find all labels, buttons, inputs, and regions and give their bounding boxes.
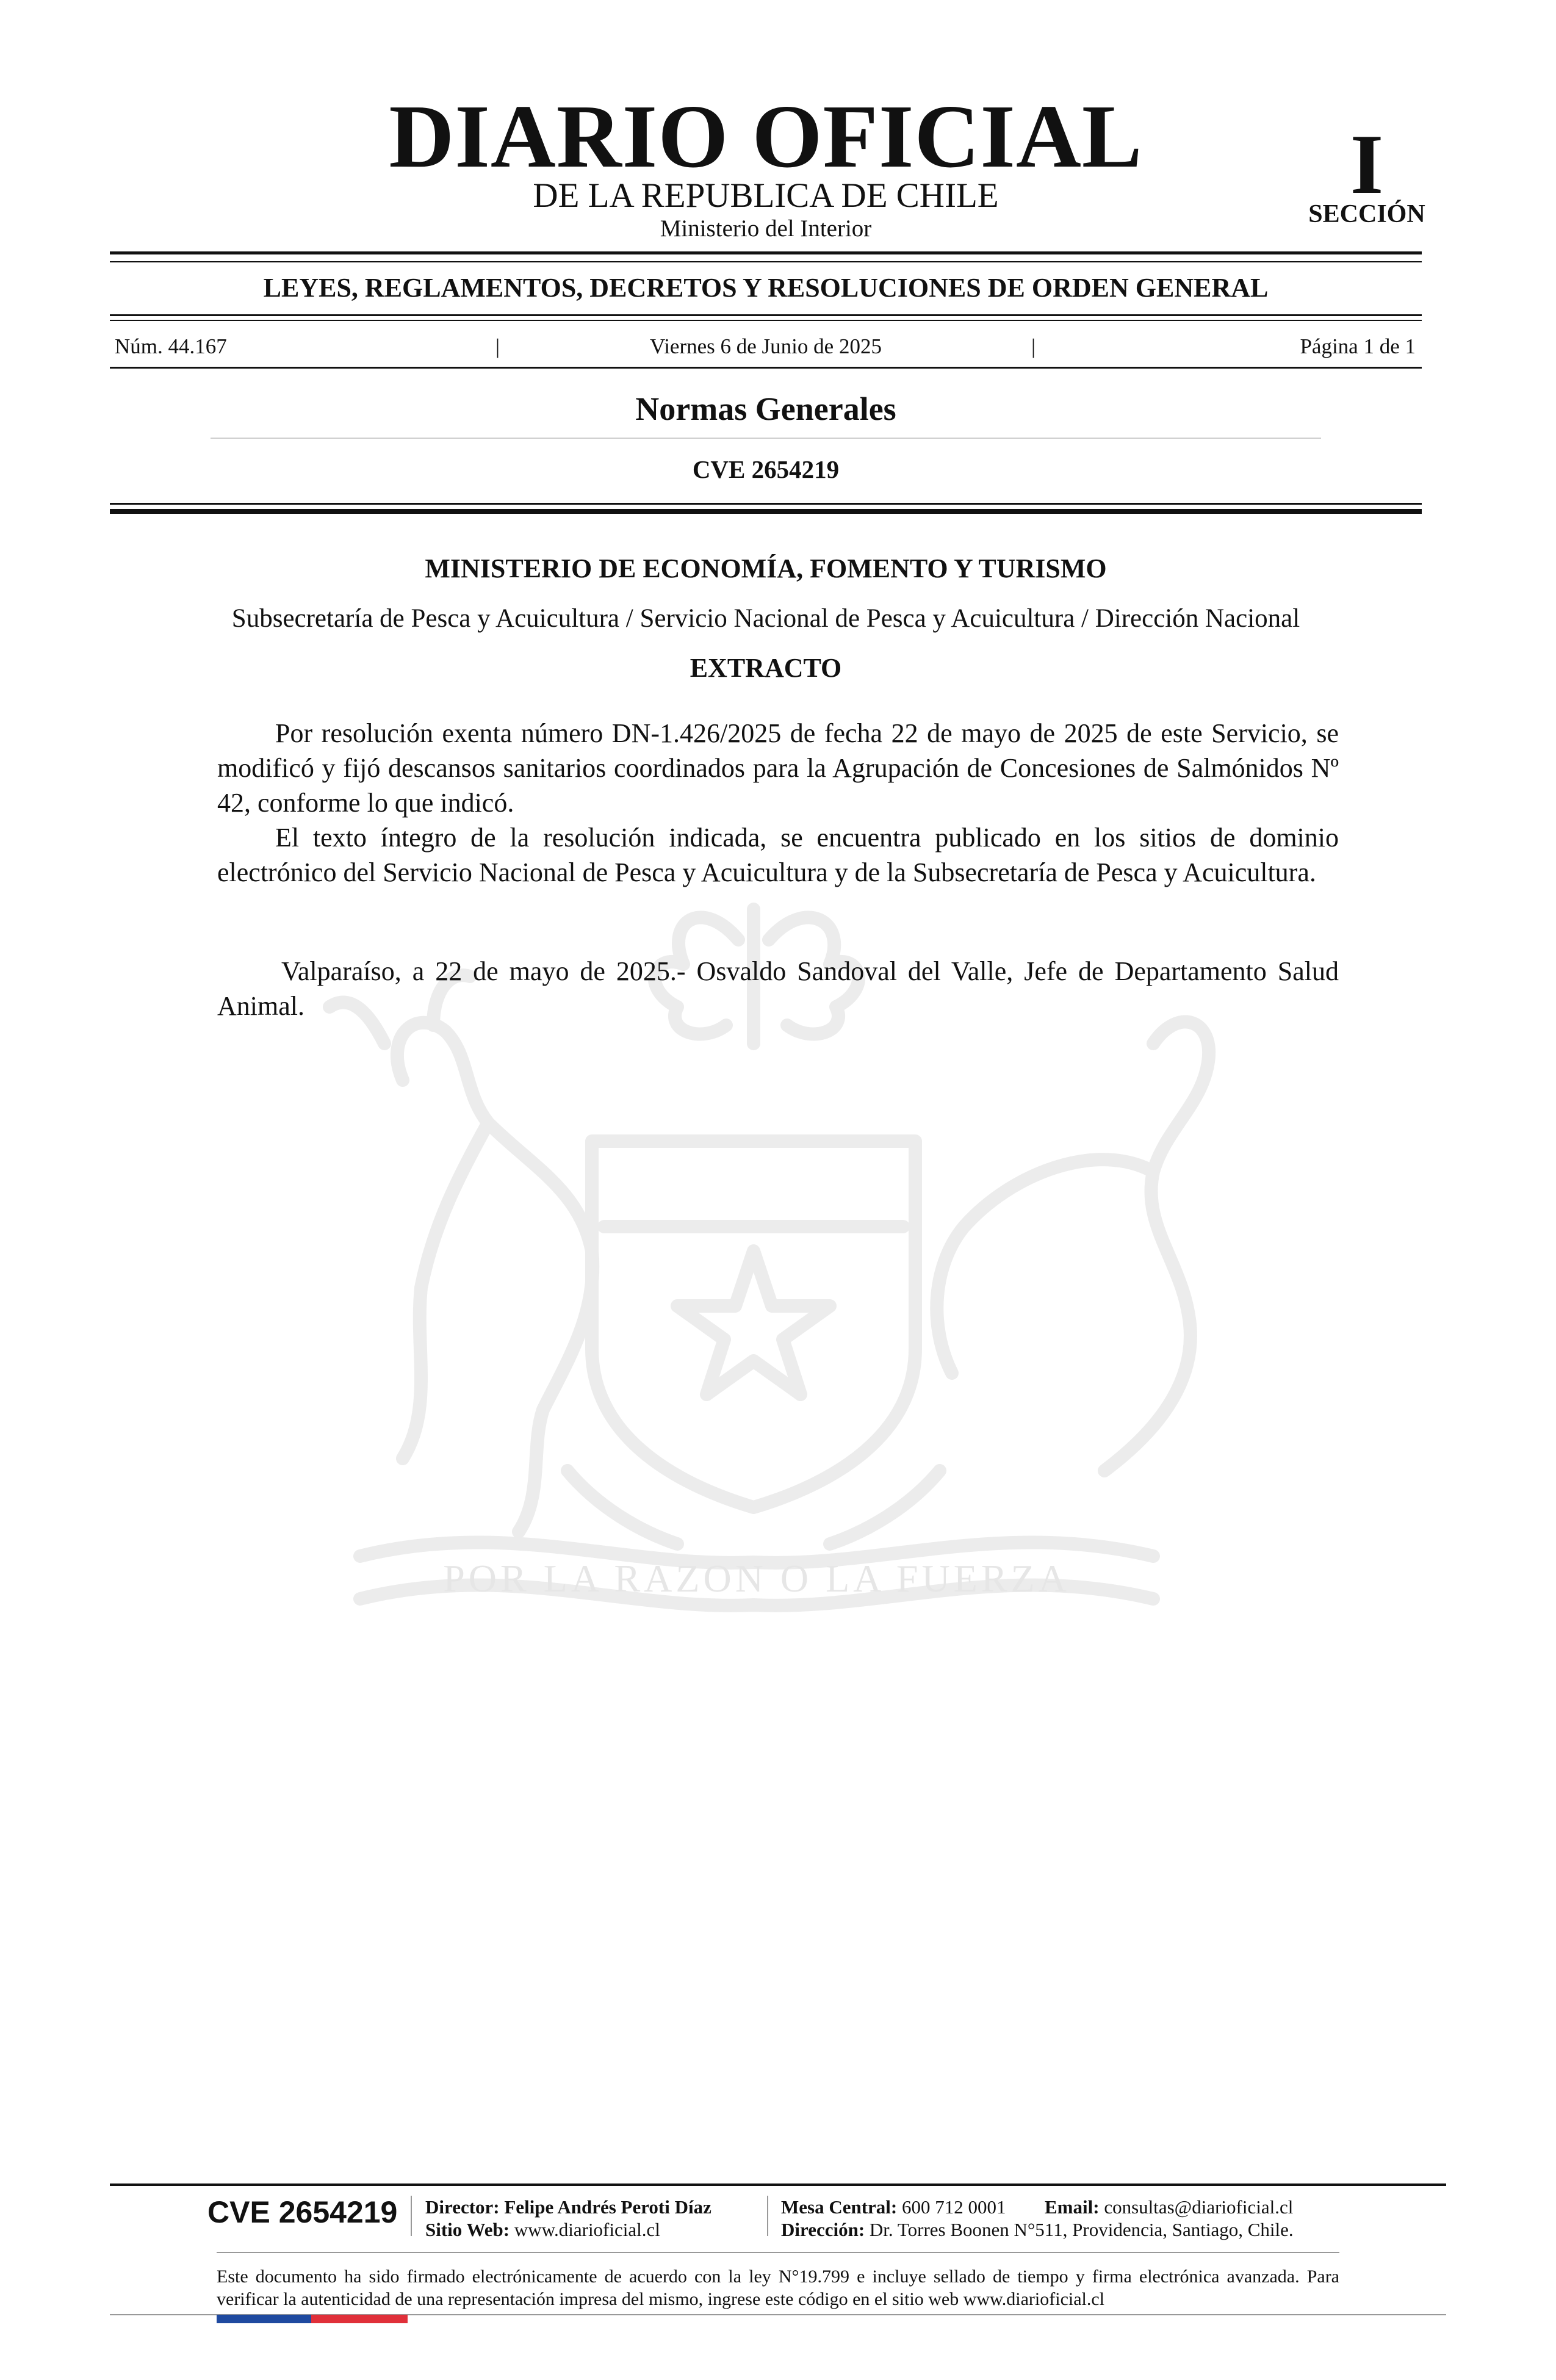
- masthead-title: DIARIO OFICIAL: [389, 87, 1143, 187]
- divider: [110, 261, 1422, 262]
- footer-legal-notice: Este documento ha sido firmado electrónicamente de acuerdo con la ley N°19.799 e incluye sellado de tiempo y firma electrónica avanzada. Para verificar la autenticidad de una representación impresa del mismo, ingrese este código en el sitio web www.diarioficial.cl: [217, 2266, 1339, 2309]
- phone-number: 600 712 0001: [902, 2196, 1006, 2218]
- flag-stripe-red: [311, 2315, 408, 2323]
- divider: [110, 314, 1422, 316]
- address-label: Dirección:: [781, 2219, 865, 2240]
- website-label: Sitio Web:: [425, 2219, 510, 2240]
- footer-cve-code: CVE 2654219: [207, 2195, 398, 2229]
- section-heading: Normas Generales: [635, 391, 896, 427]
- footer-email: [1045, 2196, 1293, 2218]
- footer-separator: [767, 2196, 768, 2236]
- phone-label: Mesa Central:: [781, 2196, 898, 2218]
- info-separator: |: [495, 334, 500, 358]
- footer-address: [781, 2218, 1294, 2241]
- director-name: Felipe Andrés Peroti Díaz: [504, 2196, 711, 2218]
- director-label: Director:: [425, 2196, 500, 2218]
- document-type: EXTRACTO: [690, 653, 842, 683]
- divider: [211, 438, 1321, 439]
- divider: [110, 503, 1422, 505]
- flag-stripe-blue: [217, 2315, 311, 2323]
- masthead-subtitle: DE LA REPUBLICA DE CHILE: [533, 176, 999, 215]
- divider: [110, 320, 1422, 321]
- section-label: SECCIÓN: [1308, 200, 1425, 228]
- address-text: Dr. Torres Boonen N°511, Providencia, Santiago, Chile.: [869, 2219, 1294, 2240]
- divider: [110, 251, 1422, 254]
- footer-separator: [411, 2196, 412, 2236]
- issuing-office: Subsecretaría de Pesca y Acuicultura / Servicio Nacional de Pesca y Acuicultura / Dirección Nacional: [231, 604, 1300, 633]
- divider: [110, 509, 1422, 514]
- body-paragraph: El texto íntegro de la resolución indicada, se encuentra publicado en los sitios de dominio electrónico del Servicio Nacional de Pesca y Acuicultura y de la Subsecretaría de Pesca y Acuicultura.: [217, 823, 1339, 887]
- footer-website: [425, 2218, 660, 2241]
- section-number: I: [1350, 117, 1384, 212]
- body-paragraph: Por resolución exenta número DN-1.426/2025 de fecha 22 de mayo de 2025 de este Servicio, se modificó y fijó descansos sanitarios coordinados para la Agrupación de Concesiones de Salmónidos Nº 42, conforme lo que indicó.: [217, 718, 1339, 818]
- email-link[interactable]: consultas@diarioficial.cl: [1104, 2196, 1294, 2218]
- page-indicator: Página 1 de 1: [1300, 334, 1416, 358]
- watermark-motto: POR LA RAZON O LA FUERZA: [443, 1557, 1070, 1600]
- issue-number: Núm. 44.167: [115, 334, 227, 358]
- cve-code: CVE 2654219: [692, 455, 840, 483]
- signature-paragraph: Valparaíso, a 22 de mayo de 2025.- Osvaldo Sandoval del Valle, Jefe de Departamento Salud Animal.: [217, 956, 1339, 1021]
- issuing-ministry: MINISTERIO DE ECONOMÍA, FOMENTO Y TURISMO: [425, 554, 1107, 583]
- website-link[interactable]: www.diarioficial.cl: [514, 2219, 660, 2240]
- footer-divider: [110, 2183, 1446, 2186]
- footer-divider: [217, 2252, 1339, 2253]
- divider: [110, 367, 1422, 369]
- footer-director: [425, 2196, 711, 2218]
- info-separator: |: [1031, 334, 1036, 358]
- masthead-ministry: Ministerio del Interior: [660, 215, 872, 242]
- email-label: Email:: [1045, 2196, 1100, 2218]
- footer-phone: [781, 2196, 1006, 2218]
- issue-date: Viernes 6 de Junio de 2025: [650, 334, 882, 358]
- category-heading: LEYES, REGLAMENTOS, DECRETOS Y RESOLUCIONES DE ORDEN GENERAL: [263, 273, 1269, 303]
